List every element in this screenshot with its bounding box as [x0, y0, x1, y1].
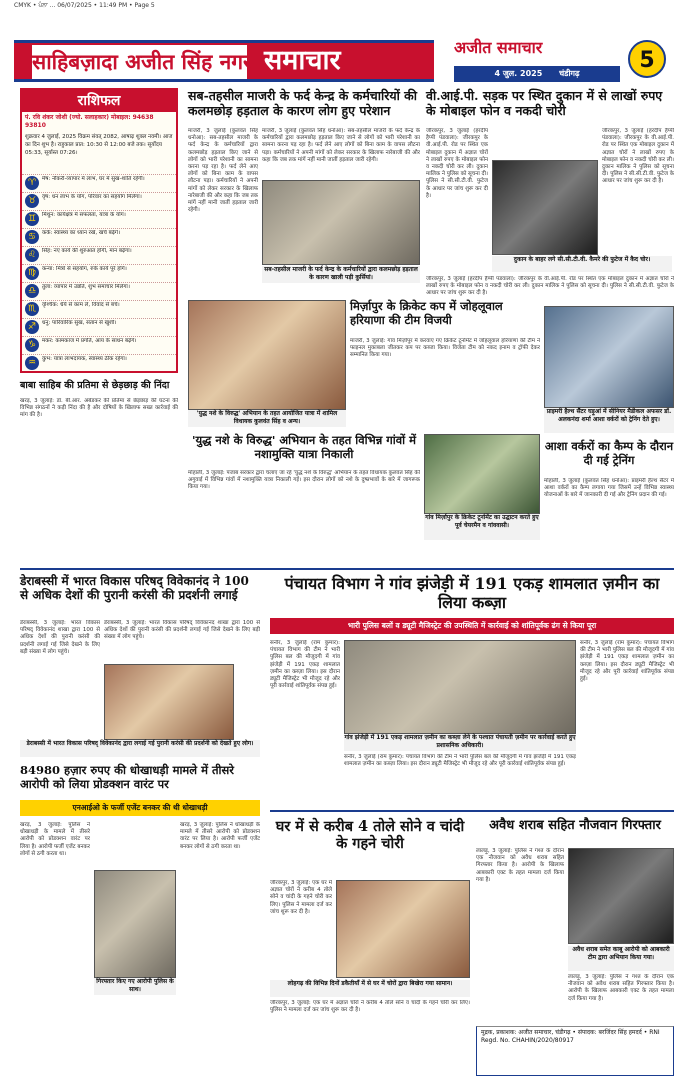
- masthead-title-right: समाचार: [264, 45, 341, 76]
- rashifal-intro: शुक्रवार 4 जुलाई, 2025 विक्रम संवत् 2082, आषाढ़ शुक्ल नवमी। आज का दिन शुभ है। राहुकाल प्रात: 10:30 से 12:00 बजे तक। सूर्योदय 05:33, सूर्यास्त 07:26।: [25, 134, 173, 156]
- theft-headline: घर में से करीब 4 तोले सोने व चांदी के गहने चोरी: [275, 818, 465, 853]
- lead-caption: सब-तहसील माजरी के फर्द केन्द्र के कर्मचारियों द्वारा कलमछोड़ हड़ताल के कारण खाली पड़ी कुर्सियां।: [262, 266, 420, 283]
- currency-photo: [104, 664, 234, 740]
- cricket-headline: मिर्ज़ापुर के क्रिकेट कप में जोहलूवाल हरियाणा की टीम विजयी: [350, 299, 503, 327]
- astrologer-line: पं. रवि शंकर जोशी (ज्यो. सलाहकार) मोबाइल: 94638 93810: [25, 114, 154, 129]
- panchayat-body-col1: सनौर, 3 जुलाई (राम कुमार): पंचायत विभाग की टीम ने भारी पुलिस बल की मौजूदगी में गांव झंजेड़ी में 191 एकड़ शामलात ज़मीन का कब्ज़ा लिया। इस दौरान ड्यूटी मैजिस्ट्रेट भी मौजूद रहे और पूरी कार्रवाई शांतिपूर्वक संपन्न हुई।: [270, 640, 340, 690]
- baba-body: खरड़, 3 जुलाई: डॉ. बी.आर. अंबेडकर की प्रतिमा से छेड़छाड़ की घटना की विभिन्न संगठनों ने कड़ी निंदा की है और दोषियों के खिलाफ सख्त कार्रवाई की मांग की है।: [20, 398, 178, 419]
- masthead-title-left: साहिबज़ादा अजीत सिंह नगर: [32, 45, 247, 79]
- currency-body-col1: डेराबस्सी, 3 जुलाई: भारत विकास परिषद् विवेकानंद शाखा द्वारा 100 से अधिक देशों की पुरानी करंसी की प्रदर्शनी लगाई गई जिसे देखने के लिए बड़ी संख्या में लोग पहुंचे।: [20, 620, 100, 655]
- masthead-banner: [14, 40, 434, 82]
- rashifal-row: [22, 318, 176, 336]
- issue-date: 4 जुल. 2025: [494, 69, 543, 78]
- lead-headline: सब-तहसील माजरी के फर्द केन्द्र के कर्मचारियों की कलमछोड़ हड़ताल के कारण लोग हुए परेशान: [188, 88, 418, 118]
- zodiac-icon: ♋: [25, 230, 39, 244]
- liquor-body-cont: लालड़ू, 3 जुलाई: पुलिस ने गश्त के दौरान एक नौजवान को अवैध शराब सहित गिरफ्तार किया है। आरोपी के खिलाफ आबकारी एक्ट के तहत मामला दर्ज किया गया है।: [568, 974, 674, 1002]
- zodiac-icon: ♑: [25, 338, 39, 352]
- rashifal-text: मकर: कामकाज में प्रगति, आय के साधन बढ़ेंगे।: [42, 338, 137, 344]
- liquor-headline: अवैध शराब सहित नौजवान गिरफ्तार: [489, 818, 661, 833]
- rashifal-text: मिथुन: कार्यक्षेत्र में सफलता, यात्रा के योग।: [42, 212, 126, 218]
- rally-photo: [188, 300, 346, 410]
- cricket-body: माजरी, 3 जुलाई: गांव मिर्ज़ापुर में करवाए गए क्रिकेट टूर्नामेंट में जोहलूवाल हरियाणा की टीम ने फाइनल मुकाबला जीतकर कप पर कब्जा किया। विजेता टीम को नकद इनाम व ट्रॉफी देकर सम्मानित किया गया।: [350, 338, 540, 359]
- rashifal-row: [22, 300, 176, 318]
- rashifal-row: [22, 336, 176, 354]
- rashifal-text: तुला: व्यापार में उन्नति, शुभ समाचार मिलेगा।: [42, 284, 130, 290]
- rashifal-row: [22, 246, 176, 264]
- panchayat-subhead: भारी पुलिस बलों व ड्यूटी मैजिस्ट्रेट की उपस्थिति में कार्रवाई को शांतिपूर्वक ढंग से किया पूरा: [270, 618, 674, 634]
- cricket-photo: [424, 434, 540, 514]
- zodiac-icon: ♎: [25, 284, 39, 298]
- rashifal-text: वृश्चिक: धैर्य से काम लें, विवाद से बचें।: [42, 302, 120, 308]
- rashifal-list: [22, 174, 176, 373]
- issue-city: चंडीगढ़: [559, 69, 580, 78]
- rashifal-text: मेष: नौकरी-व्यापार में लाभ, घर में सुख-शांति रहेगी।: [42, 176, 145, 182]
- issue-date-bar: [454, 66, 620, 82]
- zodiac-icon: ♈: [25, 176, 39, 190]
- rashifal-text: सिंह: नए कार्य की शुरुआत होगी, मान बढ़ेगा।: [42, 248, 132, 254]
- zodiac-icon: ♐: [25, 320, 39, 334]
- liquor-caption: अवैध शराब समेत काबू आरोपी को आबकारी टीम द्वारा अभियान किया गया।: [568, 946, 674, 971]
- zodiac-icon: ♉: [25, 194, 39, 208]
- liquor-body: लालड़ू, 3 जुलाई: पुलिस ने गश्त के दौरान एक नौजवान को अवैध शराब सहित गिरफ्तार किया है। आरोपी के खिलाफ आबकारी एक्ट के तहत मामला दर्ज किया गया है।: [476, 848, 564, 883]
- robbery-body-col3: जीरकपुर, 3 जुलाई (हरदीप हैप्पी पंडवाला): जीरकपुर के वी.आई.पी. रोड पर स्थित एक मोबाइल दुकान में अज्ञात चोरों ने लाखों रुपए के मोबाइल फोन व नकदी चोरी कर ली। दुकान मालिक ने पुलिस को सूचना दी। पुलिस ने सी.सी.टी.वी. फुटेज के आधार पर जांच शुरू कर दी है।: [602, 128, 674, 185]
- lead-body-col1: माजरी, 3 जुलाई (कुलवंत सिंह धनोआ): सब-तहसील माजरी के फर्द केन्द्र के कर्मचारियों द्वारा कलमछोड़ हड़ताल किए जाने से लोगों को भारी परेशानी का सामना करना पड़ रहा है। फर्द लेने आए लोगों को बिना काम के वापस लौटना पड़ा। कर्मचारियों ने अपनी मांगों को लेकर सरकार के खिलाफ नारेबाजी की और कहा कि जब तक मांगें नहीं मानी जातीं हड़ताल जारी रहेगी।: [188, 128, 258, 214]
- zodiac-icon: ♊: [25, 212, 39, 226]
- panchayat-body-col3: सनौर, 3 जुलाई (राम कुमार): पंचायत विभाग की टीम ने भारी पुलिस बल की मौजूदगी में गांव झंजेड़ी में 191 एकड़ शामलात ज़मीन का कब्ज़ा लिया। इस दौरान ड्यूटी मैजिस्ट्रेट भी मौजूद रहे और पूरी कार्रवाई शांतिपूर्वक संपन्न हुई।: [580, 640, 674, 683]
- rashifal-text: धनु: पारिवारिक सुख, संतान से खुशी।: [42, 320, 117, 326]
- robbery-caption: दुकान के बाहर लगे सी.सी.टी.वी. कैमरे की फुटेज में कैद चोर।: [492, 256, 672, 272]
- lead-body-col2: माजरी, 3 जुलाई (कुलवंत सिंह धनोआ): सब-तहसील माजरी के फर्द केन्द्र के कर्मचारियों द्वारा कलमछोड़ हड़ताल किए जाने से लोगों को भारी परेशानी का सामना करना पड़ रहा है। फर्द लेने आए लोगों को बिना काम के वापस लौटना पड़ा। कर्मचारियों ने अपनी मांगों को लेकर सरकार के खिलाफ नारेबाजी की और कहा कि जब तक मांगें नहीं मानी जातीं हड़ताल जारी रहेगी।: [262, 128, 420, 163]
- robbery-body-col1: जीरकपुर, 3 जुलाई (हरदीप हैप्पी पंडवाला): जीरकपुर के वी.आई.पी. रोड पर स्थित एक मोबाइल दुकान में अज्ञात चोरों ने लाखों रुपए के मोबाइल फोन व नकदी चोरी कर ली। दुकान मालिक ने पुलिस को सूचना दी। पुलिस ने सी.सी.टी.वी. फुटेज के आधार पर जांच शुरू कर दी है।: [426, 128, 488, 199]
- rashifal-row: [22, 372, 176, 373]
- robbery-body-cont: जीरकपुर, 3 जुलाई (हरदीप हैप्पी पंडवाला): जीरकपुर के वी.आई.पी. रोड पर स्थित एक मोबाइल दुकान में अज्ञात चोरों ने लाखों रुपए के मोबाइल फोन व नकदी चोरी कर ली। दुकान मालिक ने पुलिस को सूचना दी। पुलिस ने सी.सी.टी.वी. फुटेज के आधार पर जांच शुरू कर दी है।: [426, 276, 674, 297]
- rashifal-text: वृष: धन लाभ के योग, परिवार का सहयोग मिलेगा।: [42, 194, 142, 200]
- zodiac-icon: ♌: [25, 248, 39, 262]
- panchayat-headline: पंचायत विभाग ने गांव झंजेड़ी में 191 एकड़ शामलात ज़मीन का लिया कब्ज़ा: [284, 574, 660, 613]
- rashifal-row: [22, 228, 176, 246]
- rally-headline: 'युद्ध नशे के विरुद्ध' अभियान के तहत विभिन्न गांवों में नशामुक्ति यात्रा निकाली: [191, 433, 417, 461]
- cricket-caption: गांव मिर्ज़ापुर के क्रिकेट टूर्नामेंट का उद्घाटन करते हुए पूर्व चेयरमैन व गांववासी।: [424, 514, 540, 540]
- fraud-caption: गिरफ्तार किए गए आरोपी पुलिस के साथ।: [94, 978, 176, 995]
- masthead-brand-block: [440, 34, 675, 92]
- asha-headline: आशा वर्करों का कैम्प के दौरान दी गई ट्रेनिंग: [544, 439, 674, 467]
- rashifal-text: कर्क: स्वास्थ्य का ध्यान रखें, खर्च बढ़ेंगे।: [42, 230, 121, 236]
- panchayat-caption: गांव झंजेड़ी में 191 एकड़ शामलात ज़मीन का कब्ज़ा लेने के पश्चात पंचायती ज़मीन पर कार्रवाई करते हुए प्रशासनिक अधिकारी।: [344, 734, 576, 749]
- rashifal-heading: राशिफल: [22, 90, 176, 112]
- rally-body: मोहाली, 3 जुलाई: पंजाब सरकार द्वारा चलाए जा रहे 'युद्ध नशे के विरुद्ध' अभियान के तहत विधायक कुलवंत सिंह की अगुवाई में विभिन्न गांवों में नशामुक्ति यात्रा निकाली गई। इस दौरान लोगों को नशे के दुष्प्रभावों के बारे में जागरूक किया गया।: [188, 470, 420, 491]
- rashifal-row: [22, 282, 176, 300]
- rashifal-row: [22, 354, 176, 372]
- rashifal-text: कन्या: मित्रों से सहयोग, रुके कार्य पूरे होंगे।: [42, 266, 127, 272]
- robbery-cctv-photo: [492, 160, 598, 255]
- rashifal-text: कुंभ: यात्रा लाभदायक, स्वास्थ्य ठीक रहेगा।: [42, 356, 127, 362]
- panchayat-photo: [344, 640, 576, 734]
- newspaper-brand: अजीत समाचार: [454, 38, 543, 57]
- currency-caption: डेराबस्सी में भारत विकास परिषद् विवेकानंद द्वारा लगाई गई पुरानी करंसी की प्रदर्शनी को देखते हुए लोग।: [20, 740, 260, 757]
- zodiac-icon: ♒: [25, 356, 39, 370]
- rashifal-box: [20, 88, 178, 373]
- asha-body: मोहाली, 3 जुलाई (कुलवंत सिंह धनोआ): प्राइमरी हैल्थ सैंटर में आशा वर्करों का कैम्प लगाया गया जिसमें उन्हें विभिन्न स्वास्थ्य योजनाओं के बारे में जानकारी दी गई और ट्रेनिंग प्रदान की गई।: [544, 478, 674, 499]
- theft-body-col1: जीरकपुर, 3 जुलाई: एक घर में अज्ञात चोरों ने करीब 4 तोले सोने व चांदी के गहने चोरी कर लिए। पुलिस ने मामला दर्ज कर जांच शुरू कर दी है।: [270, 880, 332, 915]
- rashifal-row: [22, 210, 176, 228]
- print-info-line: CMYK • ਪੰਨਾ ... 06/07/2025 • 11:49 PM • Page 5: [14, 2, 155, 9]
- liquor-photo: [568, 848, 674, 944]
- zodiac-icon: ♍: [25, 266, 39, 280]
- rashifal-row: [22, 192, 176, 210]
- fraud-body-col1: खरड़, 3 जुलाई: पुलिस ने धोखाधड़ी के मामले में तीसरे आरोपी को प्रोडक्शन वारंट पर लिया है। आरोपी फर्जी एजेंट बनकर लोगों से ठगी करता था।: [20, 822, 90, 857]
- fraud-photo: [94, 870, 176, 978]
- panchayat-body-cont: सनौर, 3 जुलाई (राम कुमार): पंचायत विभाग की टीम ने भारी पुलिस बल की मौजूदगी में गांव झंजेड़ी में 191 एकड़ शामलात ज़मीन का कब्ज़ा लिया। इस दौरान ड्यूटी मैजिस्ट्रेट भी मौजूद रहे और पूरी कार्रवाई शांतिपूर्वक संपन्न हुई।: [344, 754, 576, 768]
- lead-photo: [262, 180, 420, 265]
- section-divider-2: [270, 810, 674, 812]
- theft-body-cont: जीरकपुर, 3 जुलाई: एक घर में अज्ञात चोरों ने करीब 4 तोले सोने व चांदी के गहने चोरी कर लिए। पुलिस ने मामला दर्ज कर जांच शुरू कर दी है।: [270, 1000, 470, 1014]
- robbery-headline: वी.आई.पी. सड़क पर स्थित दुकान में से लाखों रुपए के मोबाइल फोन व नकदी चोरी: [426, 88, 663, 118]
- rally-photo-caption: 'युद्ध नशे के विरुद्ध' अभियान के तहत आयोजित यात्रा में शामिल विधायक कुलवंत सिंह व अन्य।: [188, 410, 346, 427]
- fraud-headline: 84980 हज़ार रुपए की धोखाधड़ी मामले में तीसरे आरोपी को लिया प्रोडक्शन वारंट पर: [20, 763, 234, 791]
- baba-headline: बाबा साहिब की प्रतिमा से छेड़छाड़ की निंदा: [20, 380, 170, 391]
- zodiac-icon: ♏: [25, 302, 39, 316]
- theft-caption: लोहगढ़ की विभिन्न दिनों डकैतीयाँ में से घर में चोरों द्वारा बिखेरा गया सामान।: [270, 980, 470, 997]
- fraud-body-col3: खरड़, 3 जुलाई: पुलिस ने धोखाधड़ी के मामले में तीसरे आरोपी को प्रोडक्शन वारंट पर लिया है। आरोपी फर्जी एजेंट बनकर लोगों से ठगी करता था।: [180, 822, 260, 850]
- fraud-subhead: एनआईओ के फर्जी एजेंट बनकर की थी धोखाधड़ी: [20, 800, 260, 816]
- currency-headline: डेराबस्सी में भारत विकास परिषद् विवेकानंद ने 100 से अधिक देशों की पुरानी करंसी की प्रदर्शनी लगाई: [20, 574, 249, 603]
- page-number-badge: 5: [628, 40, 666, 78]
- footer-imprint: मुद्रक, प्रकाशक: अजीत समाचार, चंडीगढ़ • संपादक: बरजिंदर सिंह हमदर्द • RNI Regd. No. CHAHIN/2020/80917: [476, 1026, 674, 1076]
- rashifal-row: [22, 174, 176, 192]
- section-divider: [20, 568, 674, 570]
- asha-meeting-photo: [544, 306, 674, 408]
- currency-body-col2: डेराबस्सी, 3 जुलाई: भारत विकास परिषद् विवेकानंद शाखा द्वारा 100 से अधिक देशों की पुरानी करंसी की प्रदर्शनी लगाई गई जिसे देखने के लिए बड़ी संख्या में लोग पहुंचे।: [104, 620, 260, 641]
- rashifal-row: [22, 264, 176, 282]
- asha-meeting-caption: प्राइमरी हैल्थ सैंटर घड़ूआं में सीनियर मैडीकल अफसर डॉ. अलकनंदा शर्मा आशा वर्करों को ट्रेनिंग देते हुए।: [544, 408, 674, 433]
- theft-photo: [336, 880, 470, 978]
